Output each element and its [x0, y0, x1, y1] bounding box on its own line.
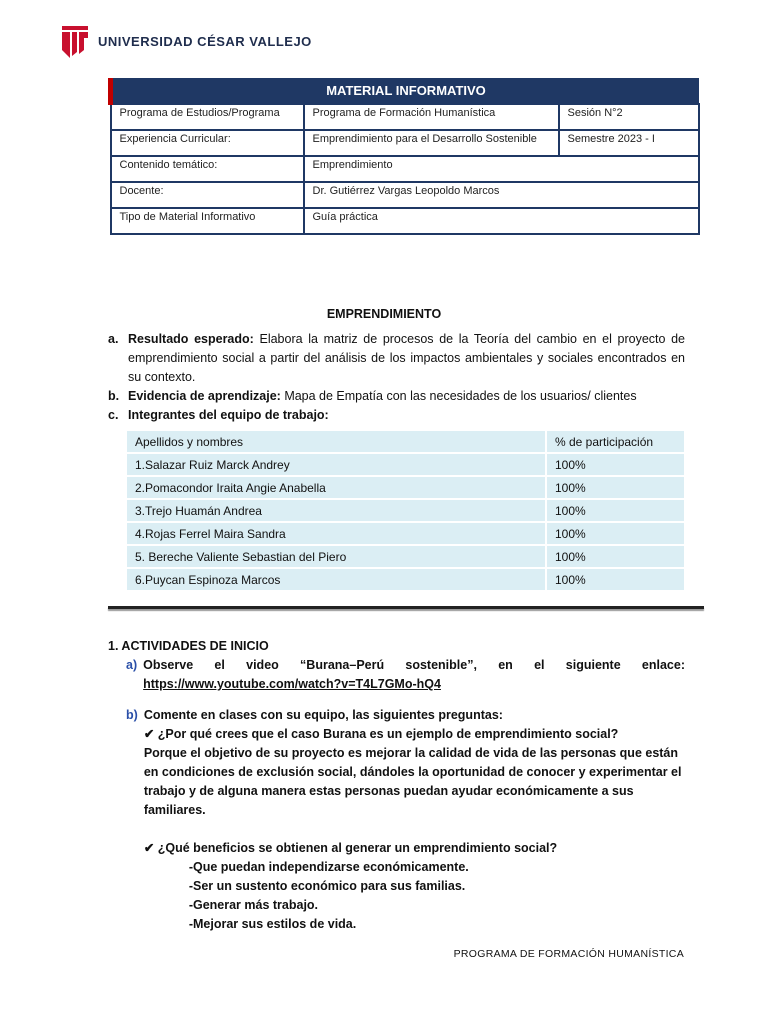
cell: 6.Puycan Espinoza Marcos [126, 568, 546, 591]
item-text: Mapa de Empatía con las necesidades de los usuarios/ clientes [280, 389, 637, 403]
cell: Contenido temático: [111, 156, 304, 182]
cell: 2.Pomacondor Iraita Angie Anabella [126, 476, 546, 499]
page-footer: PROGRAMA DE FORMACIÓN HUMANÍSTICA [453, 948, 684, 960]
section-title: EMPRENDIMIENTO [326, 307, 442, 321]
cell: Sesión N°2 [559, 104, 700, 130]
header-cell: Apellidos y nombres [126, 430, 546, 453]
activities-heading: 1. ACTIVIDADES DE INICIO [108, 639, 269, 653]
cell: Programa de Estudios/Programa [111, 104, 304, 130]
item-key: b) [126, 708, 138, 722]
list-item [108, 406, 685, 425]
item-key: a) [126, 658, 138, 672]
cell: Programa de Formación Humanística [304, 104, 559, 130]
benefit-item: -Mejorar sus estilos de vida. [188, 917, 357, 931]
item-label: Integrantes del equipo de trabajo: [128, 408, 329, 422]
cell: Experiencia Curricular: [111, 130, 304, 156]
info-table [108, 78, 700, 235]
cell: Dr. Gutiérrez Vargas Leopoldo Marcos [304, 182, 700, 208]
list-item [108, 330, 685, 387]
benefit-item: -Ser un sustento económico para sus familias. [188, 879, 466, 893]
benefit-item: -Que puedan independizarse económicamente. [188, 860, 469, 874]
cell: 100% [546, 545, 685, 568]
question-1: ✔ ¿Por qué crees que el caso Burana es un ejemplo de emprendimiento social? [143, 727, 619, 741]
cell: 100% [546, 453, 685, 476]
university-name: UNIVERSIDAD CÉSAR VALLEJO [98, 33, 312, 49]
divider [108, 606, 704, 609]
cell: Emprendimiento para el Desarrollo Sostenible [304, 130, 559, 156]
item-label: Resultado esperado: [128, 332, 254, 346]
cell: 5. Bereche Valiente Sebastian del Piero [126, 545, 546, 568]
item-key: a. [108, 332, 119, 346]
activity-b-text: Comente en clases con su equipo, las siguientes preguntas: [143, 708, 503, 722]
cell: Guía práctica [304, 208, 700, 234]
university-shield-icon [60, 24, 90, 58]
table-row [126, 545, 685, 568]
item-key: c. [108, 408, 119, 422]
cell: 100% [546, 476, 685, 499]
table-row [126, 522, 685, 545]
cell: Docente: [111, 182, 304, 208]
team-table [125, 429, 686, 592]
table-row [126, 476, 685, 499]
activity-a-text: Observe el video “Burana–Perú sostenible”, en el siguiente enlace: [143, 658, 685, 672]
cell: 4.Rojas Ferrel Maira Sandra [126, 522, 546, 545]
question-2: ✔ ¿Qué beneficios se obtienen al generar un emprendimiento social? [143, 841, 558, 855]
objectives-list [108, 330, 685, 425]
answer-1: Porque el objetivo de su proyecto es mejorar la calidad de vida de las personas que están en condiciones de exclusión social, dándoles la oportunidad de conocer y experimentar el trabajo y de alguna manera estas personas puedan ayudar económicamente a sus familiares. [143, 746, 682, 817]
cell: 3.Trejo Huamán Andrea [126, 499, 546, 522]
cell: Semestre 2023 - I [559, 130, 700, 156]
info-table-title: MATERIAL INFORMATIVO [111, 78, 700, 104]
benefit-item: -Generar más trabajo. [188, 898, 319, 912]
item-key: b. [108, 389, 120, 403]
cell: Emprendimiento [304, 156, 700, 182]
list-item [108, 387, 685, 406]
cell: 100% [546, 522, 685, 545]
cell: 100% [546, 568, 685, 591]
table-row [126, 453, 685, 476]
cell: 100% [546, 499, 685, 522]
table-row [126, 568, 685, 591]
video-link[interactable]: https://www.youtube.com/watch?v=T4L7GMo-hQ4 [143, 677, 441, 691]
cell: Tipo de Material Informativo [111, 208, 304, 234]
table-row [126, 499, 685, 522]
activities-section [108, 637, 685, 934]
cell: 1.Salazar Ruiz Marck Andrey [126, 453, 546, 476]
item-label: Evidencia de aprendizaje: [128, 389, 281, 403]
university-logo [60, 24, 312, 58]
item-text: Elabora la matriz de procesos de la Teoría del cambio en el proyecto de emprendimiento social a partir del análisis de los impactos ambientales y sociales encontrados en su contexto. [128, 332, 685, 384]
header-cell: % de participación [546, 430, 685, 453]
